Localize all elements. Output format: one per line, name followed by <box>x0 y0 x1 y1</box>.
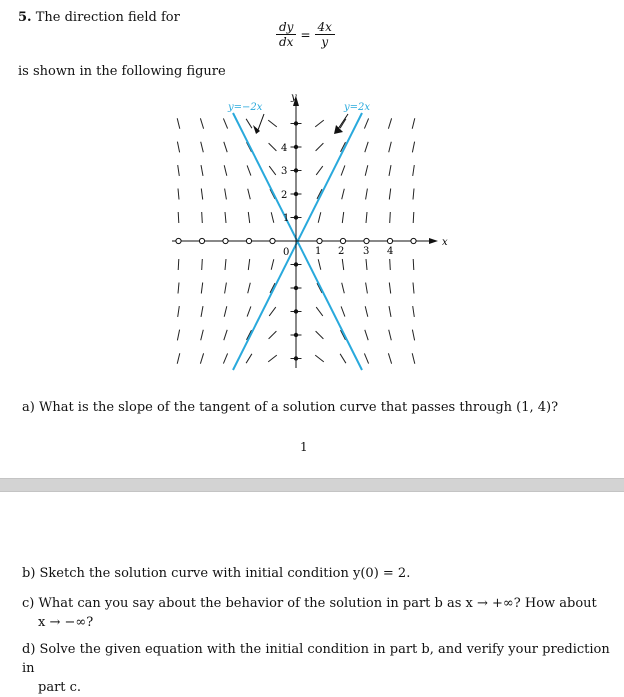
slope-segment <box>388 353 391 363</box>
slope-segment <box>315 355 324 362</box>
y-axis-marker <box>294 286 298 290</box>
x-axis-marker <box>411 238 416 243</box>
slope-segment <box>365 330 368 340</box>
differential-equation <box>276 20 335 49</box>
page-separator <box>0 478 624 492</box>
x-axis-marker <box>270 238 275 243</box>
slope-segment <box>225 259 226 270</box>
y-axis-marker <box>294 121 298 125</box>
slope-segment <box>201 283 202 294</box>
slope-segment <box>388 118 391 128</box>
slope-segment <box>269 331 277 339</box>
problem-number: 5. <box>18 10 32 25</box>
slope-segment <box>389 330 392 341</box>
slope-segment <box>366 283 368 294</box>
slope-segment <box>225 189 227 200</box>
slope-segment <box>178 259 179 270</box>
slope-segment <box>201 189 202 200</box>
slope-segment <box>365 142 368 152</box>
slope-segment <box>223 353 227 363</box>
y-tick-label-4: 4 <box>281 143 288 154</box>
x-axis-arrow-icon <box>429 238 438 244</box>
slope-segment <box>177 353 180 364</box>
slope-segment <box>364 118 368 128</box>
y-axis-marker <box>294 192 298 196</box>
page-number: 1 <box>300 440 308 454</box>
lhs-numerator: dy <box>276 20 296 35</box>
rhs-numerator: 4x <box>315 20 335 35</box>
slope-segment <box>269 307 276 316</box>
slope-segment <box>201 330 204 341</box>
x-tick-label-1: 1 <box>315 246 322 257</box>
y-axis-label: y <box>291 92 297 103</box>
y-tick-label-2: 2 <box>281 190 288 201</box>
slope-segment <box>246 354 252 363</box>
slope-segment <box>412 353 415 364</box>
slope-segment <box>268 120 277 127</box>
question-a: a) What is the slope of the tangent of a solution curve that passes through (1, 4)? <box>22 400 559 415</box>
slope-segment <box>201 306 203 317</box>
x-axis-marker <box>317 238 322 243</box>
slope-segment <box>202 212 203 223</box>
slope-segment <box>389 283 390 294</box>
y-axis-marker <box>294 356 298 360</box>
question-c-line-1: c) What can you say about the behavior of the solution in part b as x → +∞? How about <box>22 596 597 611</box>
slope-segment <box>246 119 252 128</box>
question-b: b) Sketch the solution curve with initial condition y(0) = 2. <box>22 566 411 581</box>
slope-segment <box>223 118 227 128</box>
slope-segment <box>366 212 367 223</box>
slope-segment <box>412 142 414 153</box>
slope-segment <box>247 306 251 316</box>
slope-segment <box>340 354 346 363</box>
slope-segment <box>178 283 179 294</box>
slope-segment <box>178 165 180 176</box>
slope-segment <box>269 143 277 151</box>
slope-segment <box>341 306 345 316</box>
slope-segment <box>316 143 324 151</box>
slope-segment <box>389 189 390 200</box>
question-d-line-1: d) Solve the given equation with the initial condition in part b, and verify your prediction in <box>22 642 610 676</box>
slope-segment <box>413 306 415 317</box>
y-axis-marker <box>294 309 298 313</box>
slope-segment <box>413 259 414 270</box>
slope-segment <box>316 307 323 316</box>
slope-segment <box>342 283 345 294</box>
slope-segment <box>178 189 179 200</box>
y-axis-marker <box>294 145 298 149</box>
slope-segment <box>248 189 251 200</box>
slope-segment <box>178 212 179 223</box>
slope-segment <box>413 283 414 294</box>
slope-segment <box>390 212 391 223</box>
slope-segment <box>225 212 226 223</box>
slope-segment <box>224 306 227 317</box>
y-tick-label-1: 1 <box>283 213 290 224</box>
slope-segment <box>177 118 180 129</box>
slope-segment <box>341 165 345 175</box>
slope-segment <box>315 120 324 127</box>
x-axis <box>172 238 438 244</box>
slope-segment <box>247 165 251 175</box>
slope-segment <box>413 165 415 176</box>
slope-segment <box>316 166 323 175</box>
slope-segment <box>248 283 251 294</box>
question-d <box>22 640 612 697</box>
question-c-line-2: x → −∞? <box>38 615 94 630</box>
origin-label: 0 <box>283 247 290 258</box>
slope-segment <box>389 165 391 176</box>
slope-segment <box>340 119 346 128</box>
y-axis <box>293 96 299 368</box>
slope-segment <box>177 142 179 153</box>
x-tick-label-3: 3 <box>363 246 370 257</box>
figure-intro-text: is shown in the following figure <box>18 64 226 79</box>
x-axis-marker <box>223 238 228 243</box>
slope-segment <box>225 283 227 294</box>
slope-segment <box>412 330 414 341</box>
question-d-line-2: part c. <box>38 680 82 695</box>
slope-segment <box>269 166 276 175</box>
x-axis-marker <box>340 238 345 243</box>
slope-segment <box>366 189 368 200</box>
slope-segment <box>177 330 179 341</box>
slope-segment <box>268 355 277 362</box>
slope-segment <box>224 142 227 152</box>
slope-segment <box>390 259 391 270</box>
slope-segment <box>248 259 249 270</box>
slope-segment <box>178 306 180 317</box>
problem-intro: The direction field for <box>35 10 180 25</box>
slope-segment <box>224 165 227 176</box>
x-axis-label: x <box>442 237 448 248</box>
x-axis-marker <box>176 238 181 243</box>
equals-sign: = <box>300 27 311 42</box>
right-line-label-leader <box>338 114 348 129</box>
slope-segment <box>271 212 274 223</box>
lhs-denominator: dx <box>279 35 294 49</box>
left-line-label-leader <box>258 114 264 130</box>
x-tick-label-2: 2 <box>338 246 345 257</box>
slope-segment <box>412 118 415 129</box>
slope-segment <box>318 212 321 223</box>
y-axis-marker <box>294 262 298 266</box>
direction-field-figure <box>170 88 460 388</box>
slope-segment <box>413 212 414 223</box>
slope-segment <box>365 165 368 176</box>
slope-segment <box>318 259 321 270</box>
slope-segment <box>342 212 343 223</box>
slope-segment <box>201 165 203 176</box>
slope-segment <box>389 142 392 153</box>
slope-segment <box>202 259 203 270</box>
x-axis-marker <box>364 238 369 243</box>
x-tick-label-4: 4 <box>387 246 394 257</box>
slope-segment <box>413 189 414 200</box>
slope-segment <box>366 259 367 270</box>
slope-segment <box>200 353 203 363</box>
slope-segment <box>342 259 343 270</box>
problem-heading <box>18 10 180 25</box>
slope-segment <box>364 353 368 363</box>
x-axis-marker <box>199 238 204 243</box>
rhs-denominator: y <box>321 35 329 49</box>
slope-segment <box>365 306 368 317</box>
y-axis-marker <box>294 168 298 172</box>
slope-segment <box>316 331 324 339</box>
slope-segment <box>224 330 227 340</box>
slope-segment <box>248 212 249 223</box>
x-axis-marker <box>387 238 392 243</box>
slope-segment <box>201 142 204 153</box>
y-axis-marker <box>294 333 298 337</box>
slope-segment <box>389 306 391 317</box>
question-c <box>22 594 612 632</box>
y-axis-marker <box>294 215 298 219</box>
line-right-label: y=2x <box>344 102 371 113</box>
x-axis-marker <box>246 238 251 243</box>
slope-segment <box>271 259 274 270</box>
line-left-label: y=−2x <box>228 102 263 113</box>
y-tick-label-3: 3 <box>281 166 288 177</box>
slope-segment <box>200 118 203 128</box>
slope-segment <box>342 189 345 200</box>
